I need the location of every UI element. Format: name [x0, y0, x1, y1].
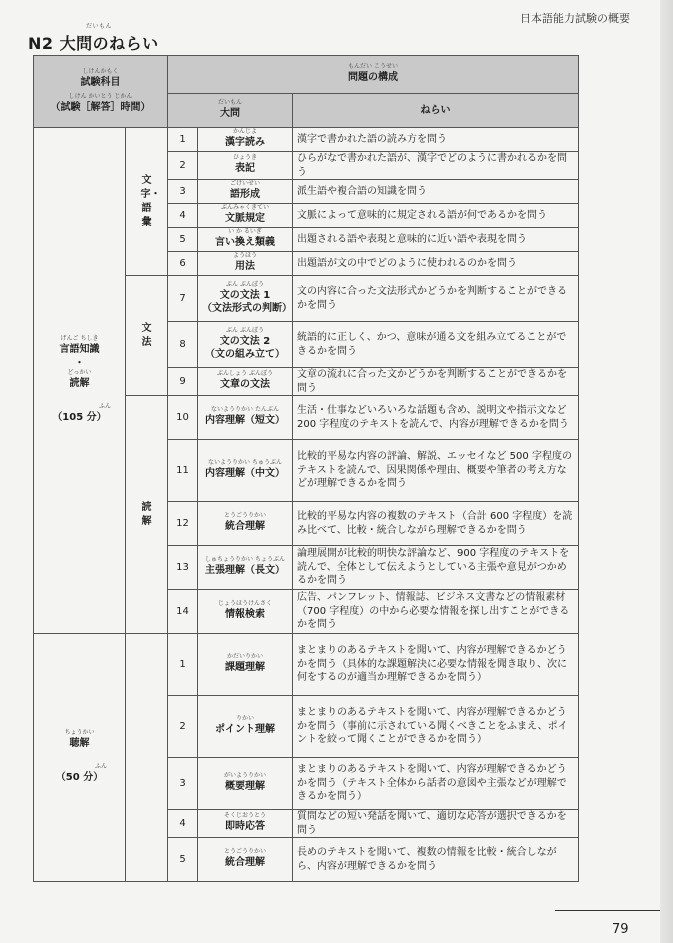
subject-label: 聴解 — [69, 738, 90, 750]
aims-table — [33, 55, 579, 882]
subject-time: （50 分） — [55, 772, 104, 784]
header-subject-label: 試験科目 — [80, 77, 121, 88]
table-row: 5 い か るいぎ 言い換え類義 出題される語や表現と意味的に近い語や表現を問う — [34, 228, 579, 252]
header-daimon: だいもん 大問 — [168, 94, 293, 128]
section-moji-goi — [126, 128, 168, 276]
table-row: 2 りかい ポイント理解 まとまりのあるテキストを聞いて、内容が理解できるかどうかを問う（事前に示されている聞くべきことをふまえ、ポイントを絞って聞くことができるかを問う） — [34, 696, 579, 758]
page-edge — [660, 0, 673, 943]
table-row: 4 そくじおうとう 即時応答 質問などの短い発話を聞いて、適切な応答が選択できるかを問う — [34, 810, 579, 838]
subject-label: 言語知識 — [59, 344, 100, 356]
running-header: 日本語能力試験の概要 — [520, 12, 630, 25]
section-label: 読解 — [141, 501, 152, 527]
page-title-ruby: だいもん — [86, 23, 113, 30]
table-row: 4 ぶんみゃくきてい 文脈規定 文脈によって意味的に規定される語が何であるかを問う — [34, 204, 579, 228]
section-dokkai — [126, 396, 168, 634]
table-row: 11 ないようりかい ちゅうぶん 内容理解（中文） 比較的平易な内容の評論、解説、エッセイなど 500 字程度のテキストを読んで、因果関係や理由、概要や筆者の考え方などが理解できるかを問う — [34, 440, 579, 502]
subject-cell-listening: ちょうかい 聴解 ふん （50 分） — [34, 634, 126, 882]
section-label: 文法 — [141, 322, 152, 348]
section-blank — [126, 634, 168, 882]
subject-cell-language-reading: げんご ちしき 言語知識 ・ どっかい 読解 ふん （105 分） — [34, 128, 126, 634]
section-label: 文字・語彙 — [140, 174, 161, 228]
table-row: 14 じょうほうけんさく 情報検索 広告、パンフレット、情報誌、ビジネス文書などの情報素材（700 字程度）の中から必要な情報を探し出すことができるかを問う — [34, 590, 579, 634]
section-bunpou — [126, 276, 168, 396]
table-row: 5 とうごうりかい 統合理解 長めのテキストを聞いて、複数の情報を比較・統合しながら、内容が理解できるかを問う — [34, 838, 579, 882]
table-row: 9 ぶんしょう ぶんぽう 文章の文法 文章の流れに合った文かどうかを判断することができるかを問う — [34, 368, 579, 396]
footer-rule — [555, 910, 660, 911]
table-row: 8 ぶん ぶんぽう 文の文法 2 （文の組み立て） 統語的に正しく、かつ、意味が通る文を組み立てることができるかを問う — [34, 322, 579, 368]
header-subject: しけんかもく 試験科目 しけん かいとう じかん （試験［解答］時間） — [34, 56, 168, 128]
table-row: 6 ようほう 用法 出題語が文の中でどのように使われるのかを問う — [34, 252, 579, 276]
table-row: 3 ごけいせい 語形成 派生語や複合語の知識を問う — [34, 180, 579, 204]
table-row: げんご ちしき 言語知識 ・ どっかい 読解 ふん （105 分） 文字・語彙 1 かんじよ 漢字読み 漢字で書かれた語の読み方を問う — [34, 128, 579, 152]
table-row: ちょうかい 聴解 ふん （50 分） 1 かだいりかい 課題理解 まとまりのあるテキストを聞いて、内容が理解できるかどうかを問う（具体的な課題解決に必要な情報を聞き取り、次に何をするのが適当か理解できるかを問う） — [34, 634, 579, 696]
page-title-text: N2 大問のねらい — [28, 34, 159, 53]
table-row: 読解 10 ないようりかい たんぶん 内容理解（短文） 生活・仕事などいろいろな話題も含め、説明文や指示文など 200 字程度のテキストを読んで、内容が理解できるかを問う — [34, 396, 579, 440]
header-aim: ねらい — [293, 94, 579, 128]
page-number: 79 — [612, 922, 629, 937]
table-body — [34, 128, 579, 882]
table-row: 3 がいようりかい 概要理解 まとまりのあるテキストを聞いて、内容が理解できるかどうかを問う（テキスト全体から話者の意図や主張などが理解できるかを問う） — [34, 758, 579, 810]
table-row: 12 とうごうりかい 統合理解 比較的平易な内容の複数のテキスト（合計 600 字程度）を読み比べて、比較・統合しながら理解できるかを問う — [34, 502, 579, 546]
header-subject-time: （試験［解答］時間） — [50, 101, 151, 113]
table-row: 2 ひょうき 表記 ひらがなで書かれた語が、漢字でどのように書かれるかを問う — [34, 152, 579, 180]
header-structure: もんだい こうせい 問題の構成 — [168, 56, 579, 94]
page-title — [28, 24, 159, 54]
table-row: 文法 7 ぶん ぶんぽう 文の文法 1 （文法形式の判断） 文の内容に合った文法形式かどうかを判断することができるかを問う — [34, 276, 579, 322]
subject-time: （105 分） — [52, 412, 107, 424]
table-row: 13 しゅちょうりかい ちょうぶん 主張理解（長文） 論理展開が比較的明快な評論など、900 字程度のテキストを読んで、全体として伝えようとしている主張や意見がつかめるかを問う — [34, 546, 579, 590]
